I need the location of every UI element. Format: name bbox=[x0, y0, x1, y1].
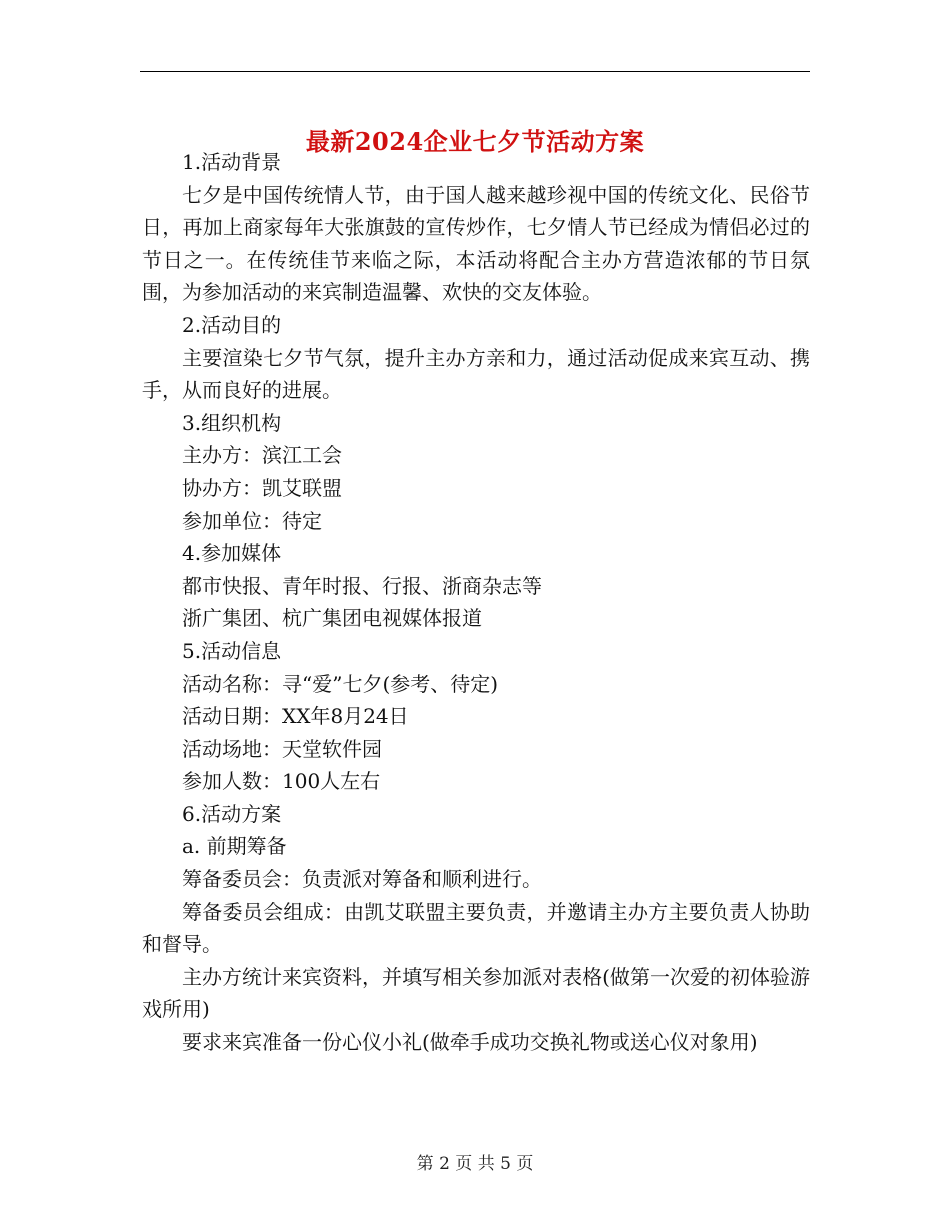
body-paragraph: 筹备委员会组成：由凯艾联盟主要负责，并邀请主办方主要负责人协助和督导。 bbox=[142, 899, 810, 957]
section-heading: 5.活动信息 bbox=[182, 638, 282, 663]
body-paragraph: 参加单位：待定 bbox=[182, 508, 322, 533]
document-title: 最新2024企业七夕节活动方案 bbox=[305, 127, 645, 157]
header-rule bbox=[140, 71, 810, 72]
section-heading: 1.活动背景 bbox=[182, 150, 282, 174]
section-heading: 4.参加媒体 bbox=[182, 541, 282, 566]
body-paragraph: 主办方：滨江工会 bbox=[182, 443, 342, 468]
body-paragraph: 活动日期：XX年8月24日 bbox=[182, 704, 409, 729]
body-paragraph: 要求来宾准备一份心仪小礼(做牵手成功交换礼物或送心仪对象用) bbox=[182, 1030, 758, 1055]
body-paragraph: 都市快报、青年时报、行报、浙商杂志等 bbox=[182, 573, 542, 598]
body-paragraph: a. 前期筹备 bbox=[182, 834, 287, 859]
page-number: 第 2 页 共 5 页 bbox=[416, 1154, 534, 1174]
body-paragraph: 筹备委员会：负责派对筹备和顺利进行。 bbox=[182, 867, 542, 892]
body-paragraph: 参加人数：100人左右 bbox=[182, 769, 381, 794]
section-heading: 6.活动方案 bbox=[182, 801, 282, 826]
body-paragraph: 浙广集团、杭广集团电视媒体报道 bbox=[182, 606, 482, 631]
body-paragraph: 协办方：凯艾联盟 bbox=[182, 475, 342, 500]
body-paragraph: 主要渲染七夕节气氛，提升主办方亲和力，通过活动促成来宾互动、携手，从而良好的进展。 bbox=[142, 345, 810, 403]
body-paragraph: 活动名称：寻“爱”七夕(参考、待定) bbox=[182, 671, 499, 696]
body-paragraph: 活动场地：天堂软件园 bbox=[182, 736, 382, 761]
body-paragraph: 主办方统计来宾资料，并填写相关参加派对表格(做第一次爱的初体验游戏所用) bbox=[142, 964, 810, 1022]
section-heading: 3.组织机构 bbox=[182, 410, 282, 435]
body-paragraph: 七夕是中国传统情人节，由于国人越来越珍视中国的传统文化、民俗节日，再加上商家每年大张旗鼓的宣传炒作，七夕情人节已经成为情侣必过的节日之一。在传统佳节来临之际，本活动将配合主办方营造浓郁的节日氛围，为参加活动的来宾制造温馨、欢快的交友体验。 bbox=[142, 182, 810, 305]
section-heading: 2.活动目的 bbox=[182, 312, 282, 337]
document-body bbox=[142, 146, 810, 1059]
